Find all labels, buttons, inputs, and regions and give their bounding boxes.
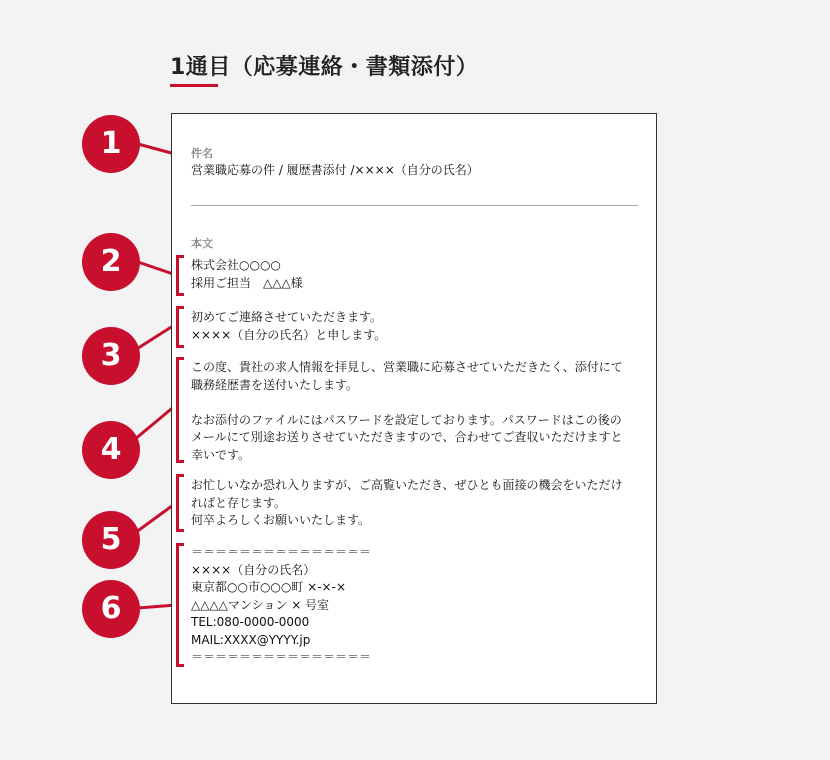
marker-3: 3 — [82, 327, 140, 385]
bracket-5 — [176, 474, 184, 532]
marker-1: 1 — [82, 115, 140, 173]
marker-5: 5 — [82, 511, 140, 569]
subject-text: 営業職応募の件 / 履歴書添付 /××××（自分の氏名） — [191, 163, 479, 177]
subject-label: 件名 — [191, 147, 213, 160]
marker-6: 6 — [82, 580, 140, 638]
marker-4: 4 — [82, 421, 140, 479]
bracket-2 — [176, 255, 184, 296]
bracket-4 — [176, 357, 184, 463]
bracket-3 — [176, 306, 184, 348]
body-label: 本文 — [191, 237, 213, 250]
divider — [191, 205, 638, 206]
body-section-6: ＝＝＝＝＝＝＝＝＝＝＝＝＝＝＝ ××××（自分の氏名） 東京都○○市○○○町 ×-×-× △△△△マンション × 号室 TEL:080-0000-0000 MAIL:XXXX@YYYY.jp ＝＝＝＝＝＝＝＝＝＝＝＝＝＝＝ — [191, 545, 372, 664]
body-section-2: 株式会社○○○○ 採用ご担当 △△△様 — [191, 258, 303, 290]
body-section-3: 初めてご連絡させていただきます。 ××××（自分の氏名）と申します。 — [191, 310, 387, 342]
bracket-6 — [176, 543, 184, 667]
body-section-4: この度、貴社の求人情報を拝見し、営業職に応募させていただきたく、添付にて 職務経歴書を送付いたします。 なお添付のファイルにはパスワードを設定しております。パスワードはこの後の メールにて別途お送りさせていただきますので、合わせてご査収いただけますと 幸いです。 — [191, 360, 623, 462]
body-section-5: お忙しいなか恐れ入りますが、ご高覧いただき、ぜひとも面接の機会をいただけ ればと存じます。 何卒よろしくお願いいたします。 — [191, 478, 623, 527]
page-title: 1通目（応募連絡・書類添付） — [170, 55, 479, 80]
marker-2: 2 — [82, 233, 140, 291]
